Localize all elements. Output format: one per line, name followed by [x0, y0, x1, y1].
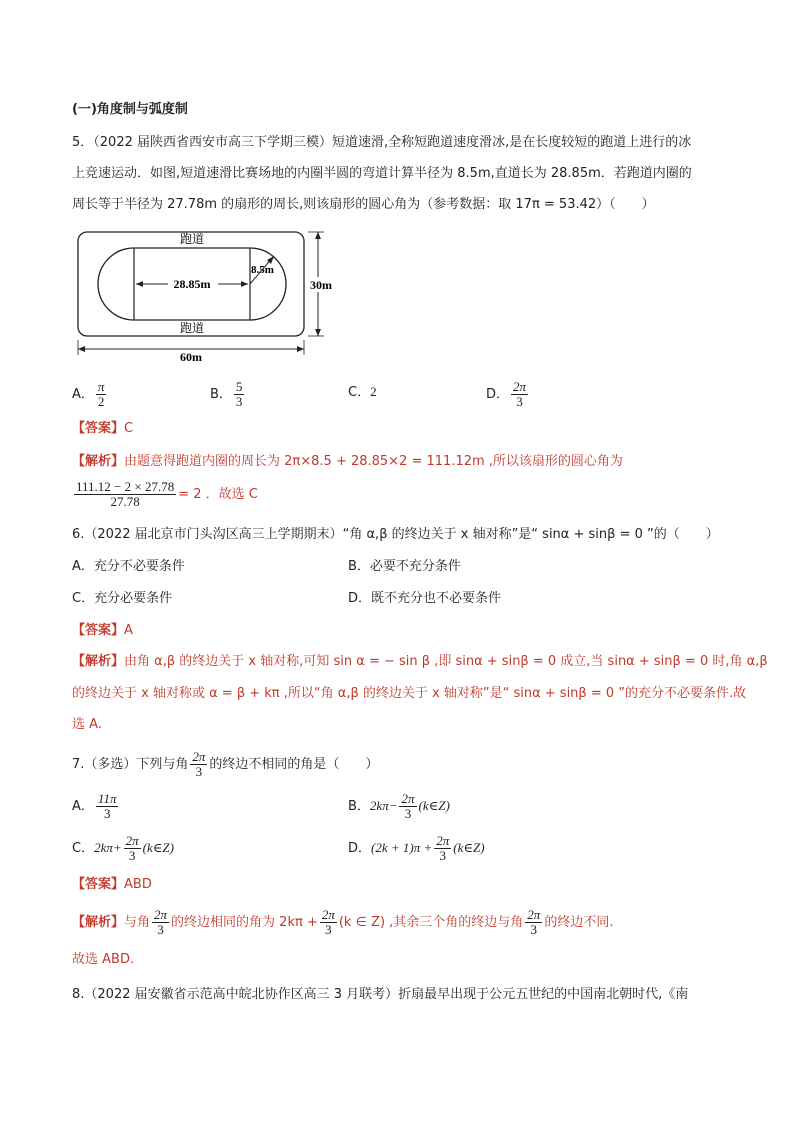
frac-den: 3	[404, 806, 412, 821]
frac-den: 3	[128, 848, 136, 863]
frac-num: 5	[235, 379, 243, 394]
frac-den: 3	[325, 922, 332, 937]
bottom-track-label: 跑道	[179, 321, 205, 335]
frac-num: 111.12 − 2 × 27.78	[76, 479, 175, 494]
analysis-frac-2	[320, 908, 337, 937]
answer-value: C	[124, 421, 134, 436]
q6-option-b: B．必要不充分条件	[348, 559, 461, 574]
answer-tag: 【答案】	[72, 623, 125, 638]
frac-den: 3	[195, 764, 203, 779]
frac-den: 2	[97, 394, 105, 409]
frac-den: 3	[235, 394, 243, 409]
q5-stem-line-2: 上竞速运动．如图,短道速滑比赛场地的内圈半圆的弯道计算半径为 8.5m,直道长为 28.85m．若跑道内圈的	[72, 166, 692, 181]
stem-post: 的终边不相同的角是（ ）	[209, 757, 379, 772]
q5-stem-line-3: 周长等于半径为 27.78m 的扇形的周长,则该扇形的圆心角为（参考数据：取 17π = 53.42）（ ）	[72, 197, 655, 212]
q7-stem	[72, 750, 732, 779]
analysis-tag: 【解析】	[72, 654, 125, 669]
frac-num: 2π	[513, 379, 527, 394]
q5-option-d-frac	[511, 380, 528, 409]
radius-label: 8.5m	[251, 264, 274, 276]
width-label: 60m	[180, 350, 202, 363]
q6-analysis-line-2: 的终边关于 x 轴对称或 α = β + kπ ,所以“角 α,β 的终边关于 x 轴对称”是“ sinα + sinβ = 0 ”的充分不必要条件.故	[72, 686, 747, 701]
height-label: 30m	[310, 278, 332, 292]
stem-pre: 7.（多选）下列与角	[72, 757, 189, 772]
q6-option-a: A．充分不必要条件	[72, 559, 185, 574]
q5-option-b-frac	[234, 380, 245, 409]
frac-den: 3	[439, 848, 447, 863]
q7-option-b-frac	[399, 792, 416, 821]
analysis-pre: 与角	[124, 915, 151, 930]
analysis-text: 由题意得跑道内圈的周长为 2π×8.5 + 28.85×2 = 111.12m ,所以该扇形的圆心角为	[124, 454, 623, 469]
q7-answer	[72, 875, 732, 895]
q5-option-a-frac	[96, 380, 107, 409]
q6-option-d: D．既不充分也不必要条件	[348, 591, 502, 606]
analysis-tag: 【解析】	[72, 915, 125, 930]
q5-analysis-line-1	[72, 452, 732, 472]
option-label: C．	[72, 841, 95, 856]
option-label: D．	[348, 841, 372, 856]
option-post: (k∈Z)	[142, 840, 174, 855]
answer-tag: 【答案】	[72, 877, 125, 892]
straight-arrow-left	[136, 281, 143, 287]
q5-option-a-label: A．	[72, 387, 94, 402]
q8-stem-line-1: 8.（2022 届安徽省示范高中皖北协作区高三 3 月联考）折扇最早出现于公元五世纪的中国南北朝时代,《南	[72, 987, 689, 1002]
analysis-text: 由角 α,β 的终边关于 x 轴对称,可知 sin α = − sin β ,即 sinα + sinβ = 0 成立,当 sinα + sinβ = 0 时,角 α,β	[124, 654, 768, 669]
analysis-post: 的终边不同.	[544, 915, 614, 930]
frac-num: 2π	[527, 907, 541, 922]
frac-num: 11π	[97, 791, 117, 806]
height-arrow-top	[315, 232, 321, 239]
frac-num: 2π	[321, 907, 335, 922]
option-post: (k∈Z)	[418, 798, 450, 813]
q5-analysis-line-2	[72, 480, 732, 509]
analysis-tail: = 2 ．故选 C	[178, 487, 258, 502]
option-pre: 2kπ+	[94, 840, 122, 855]
frac-num: 2π	[436, 833, 450, 848]
frac-num: π	[97, 379, 105, 394]
q5-option-b	[210, 380, 246, 409]
frac-den: 3	[530, 922, 538, 937]
q6-analysis-line-3: 选 A.	[72, 717, 102, 732]
frac-num: 2π	[401, 791, 415, 806]
q7-option-d-frac	[434, 834, 451, 863]
analysis-tag: 【解析】	[72, 454, 125, 469]
q5-analysis-frac	[74, 480, 176, 509]
frac-num: 2π	[154, 907, 168, 922]
straight-length-label: 28.85m	[173, 277, 211, 291]
q7-stem-frac	[190, 750, 207, 779]
height-arrow-bottom	[315, 329, 321, 336]
q7-analysis-line-1	[72, 908, 732, 937]
q7-option-a-frac	[96, 792, 119, 821]
width-arrow-left	[78, 346, 85, 352]
option-label: A．	[72, 799, 94, 814]
q5-option-d	[486, 380, 530, 409]
top-track-label: 跑道	[179, 232, 205, 246]
q6-option-c: C．充分必要条件	[72, 591, 173, 606]
analysis-frac-1	[152, 908, 169, 937]
straight-arrow-right	[241, 281, 248, 287]
frac-num: 2π	[192, 749, 206, 764]
q5-option-d-label: D．	[486, 387, 510, 402]
q5-option-c-label: C．	[348, 385, 371, 400]
option-pre: 2kπ−	[369, 798, 398, 813]
analysis-mid: 的终边相同的角为 2kπ +	[171, 915, 318, 930]
q5-option-c	[348, 382, 377, 403]
option-post: (k∈Z)	[453, 840, 485, 855]
q5-answer	[72, 419, 732, 439]
q5-option-b-label: B．	[210, 387, 232, 402]
q7-option-c	[72, 834, 174, 863]
q5-stem-line-1: 5．（2022 届陕西省西安市高三下学期三模）短道速滑,全称短跑道速度滑冰,是在长度较短的跑道上进行的冰	[72, 135, 692, 150]
analysis-frac-3	[525, 908, 542, 937]
q7-analysis-line-2: 故选 ABD.	[72, 952, 135, 967]
option-label: B．	[348, 799, 370, 814]
q5-option-c-value: 2	[370, 384, 377, 399]
frac-den: 3	[103, 806, 111, 821]
answer-tag: 【答案】	[72, 421, 125, 436]
track-figure	[70, 228, 340, 363]
frac-den: 27.78	[110, 494, 140, 509]
frac-den: 3	[516, 394, 523, 409]
q7-option-b	[348, 792, 450, 821]
q7-option-a	[72, 792, 120, 821]
answer-value: A	[124, 623, 133, 638]
width-arrow-right	[297, 346, 304, 352]
frac-den: 3	[157, 922, 164, 937]
q6-stem: 6.（2022 届北京市门头沟区高三上学期期末）“角 α,β 的终边关于 x 轴对称”是“ sinα + sinβ = 0 ”的（ ）	[72, 527, 719, 542]
frac-num: 2π	[125, 833, 139, 848]
section-title: (一)角度制与弧度制	[72, 102, 188, 117]
q7-option-d	[348, 834, 485, 863]
q7-option-c-frac	[124, 834, 141, 863]
q6-analysis-line-1	[72, 652, 768, 672]
q6-answer	[72, 621, 732, 641]
answer-value: ABD	[124, 877, 152, 892]
analysis-mid-2: (k ∈ Z) ,其余三个角的终边与角	[338, 915, 524, 930]
option-pre: (2k + 1)π +	[371, 840, 433, 855]
q5-option-a	[72, 380, 108, 409]
